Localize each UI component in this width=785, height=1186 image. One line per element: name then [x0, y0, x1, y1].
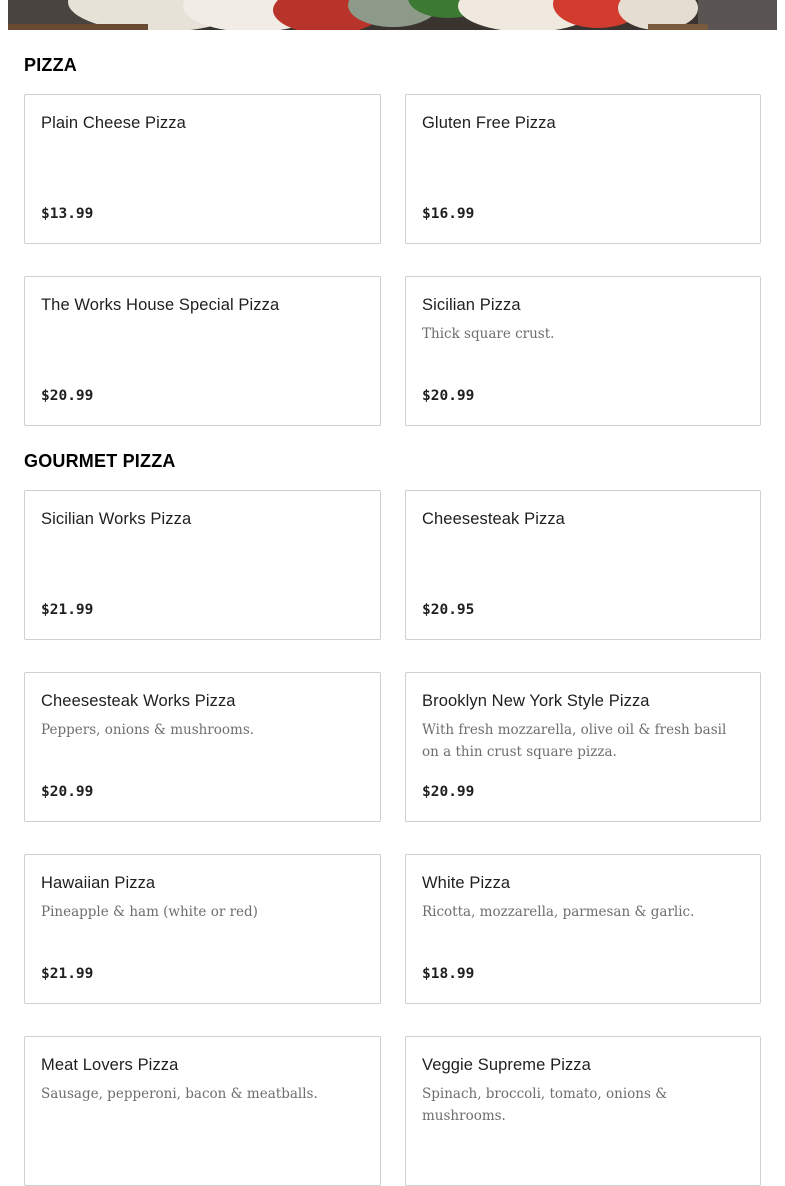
menu-item-description: Sausage, pepperoni, bacon & meatballs. — [41, 1086, 318, 1102]
menu-item-card[interactable] — [405, 854, 761, 1004]
section-title-pizza: PIZZA — [24, 55, 77, 75]
menu-item-card[interactable] — [24, 276, 381, 426]
menu-item-card[interactable] — [405, 672, 761, 822]
menu-item-name: The Works House Special Pizza — [41, 296, 280, 314]
menu-item-name: Meat Lovers Pizza — [41, 1056, 179, 1074]
menu-item-price: $21.99 — [41, 966, 94, 982]
menu-item-price: $21.99 — [41, 602, 94, 618]
menu-item-name: Brooklyn New York Style Pizza — [422, 692, 650, 710]
menu-item-description: Ricotta, mozzarella, parmesan & garlic. — [422, 904, 695, 920]
menu-item-card[interactable] — [24, 490, 381, 640]
section-title-gourmet-pizza: GOURMET PIZZA — [24, 451, 176, 471]
menu-item-name: Cheesesteak Works Pizza — [41, 692, 236, 710]
menu-item-description: Thick square crust. — [422, 326, 555, 342]
menu-item-price: $18.99 — [422, 966, 475, 982]
menu-item-card[interactable] — [405, 490, 761, 640]
menu-item-card[interactable] — [24, 854, 381, 1004]
pizza-photo — [8, 0, 777, 30]
menu-item-price: $20.99 — [422, 784, 475, 800]
menu-item-description: With fresh mozzarella, olive oil & fresh basil on a thin crust square pizza. — [422, 722, 727, 760]
menu-item-name: Sicilian Pizza — [422, 296, 521, 314]
menu-item-price: $20.99 — [41, 784, 94, 800]
menu-item-card[interactable] — [24, 1036, 381, 1186]
menu-item-card[interactable] — [405, 276, 761, 426]
hero-image — [8, 0, 777, 30]
menu-item-name: Veggie Supreme Pizza — [422, 1056, 591, 1074]
menu-item-name: White Pizza — [422, 874, 511, 892]
menu-item-name: Plain Cheese Pizza — [41, 114, 186, 132]
menu-item-name: Cheesesteak Pizza — [422, 510, 565, 528]
menu-item-price: $13.99 — [41, 206, 94, 222]
menu-item-description: Peppers, onions & mushrooms. — [41, 722, 255, 738]
menu-item-card[interactable] — [24, 672, 381, 822]
menu-item-name: Hawaiian Pizza — [41, 874, 156, 892]
menu-item-description: Spinach, broccoli, tomato, onions & mushrooms. — [422, 1086, 668, 1124]
menu-item-description: Pineapple & ham (white or red) — [41, 904, 258, 920]
menu-item-card[interactable] — [405, 1036, 761, 1186]
menu-item-card[interactable] — [405, 94, 761, 244]
menu-item-price: $20.95 — [422, 602, 475, 618]
menu-item-price: $20.99 — [41, 388, 94, 404]
menu-item-price: $20.99 — [422, 388, 475, 404]
menu-item-name: Gluten Free Pizza — [422, 114, 556, 132]
menu-item-price: $16.99 — [422, 206, 475, 222]
menu-item-name: Sicilian Works Pizza — [41, 510, 192, 528]
menu-item-card[interactable] — [24, 94, 381, 244]
